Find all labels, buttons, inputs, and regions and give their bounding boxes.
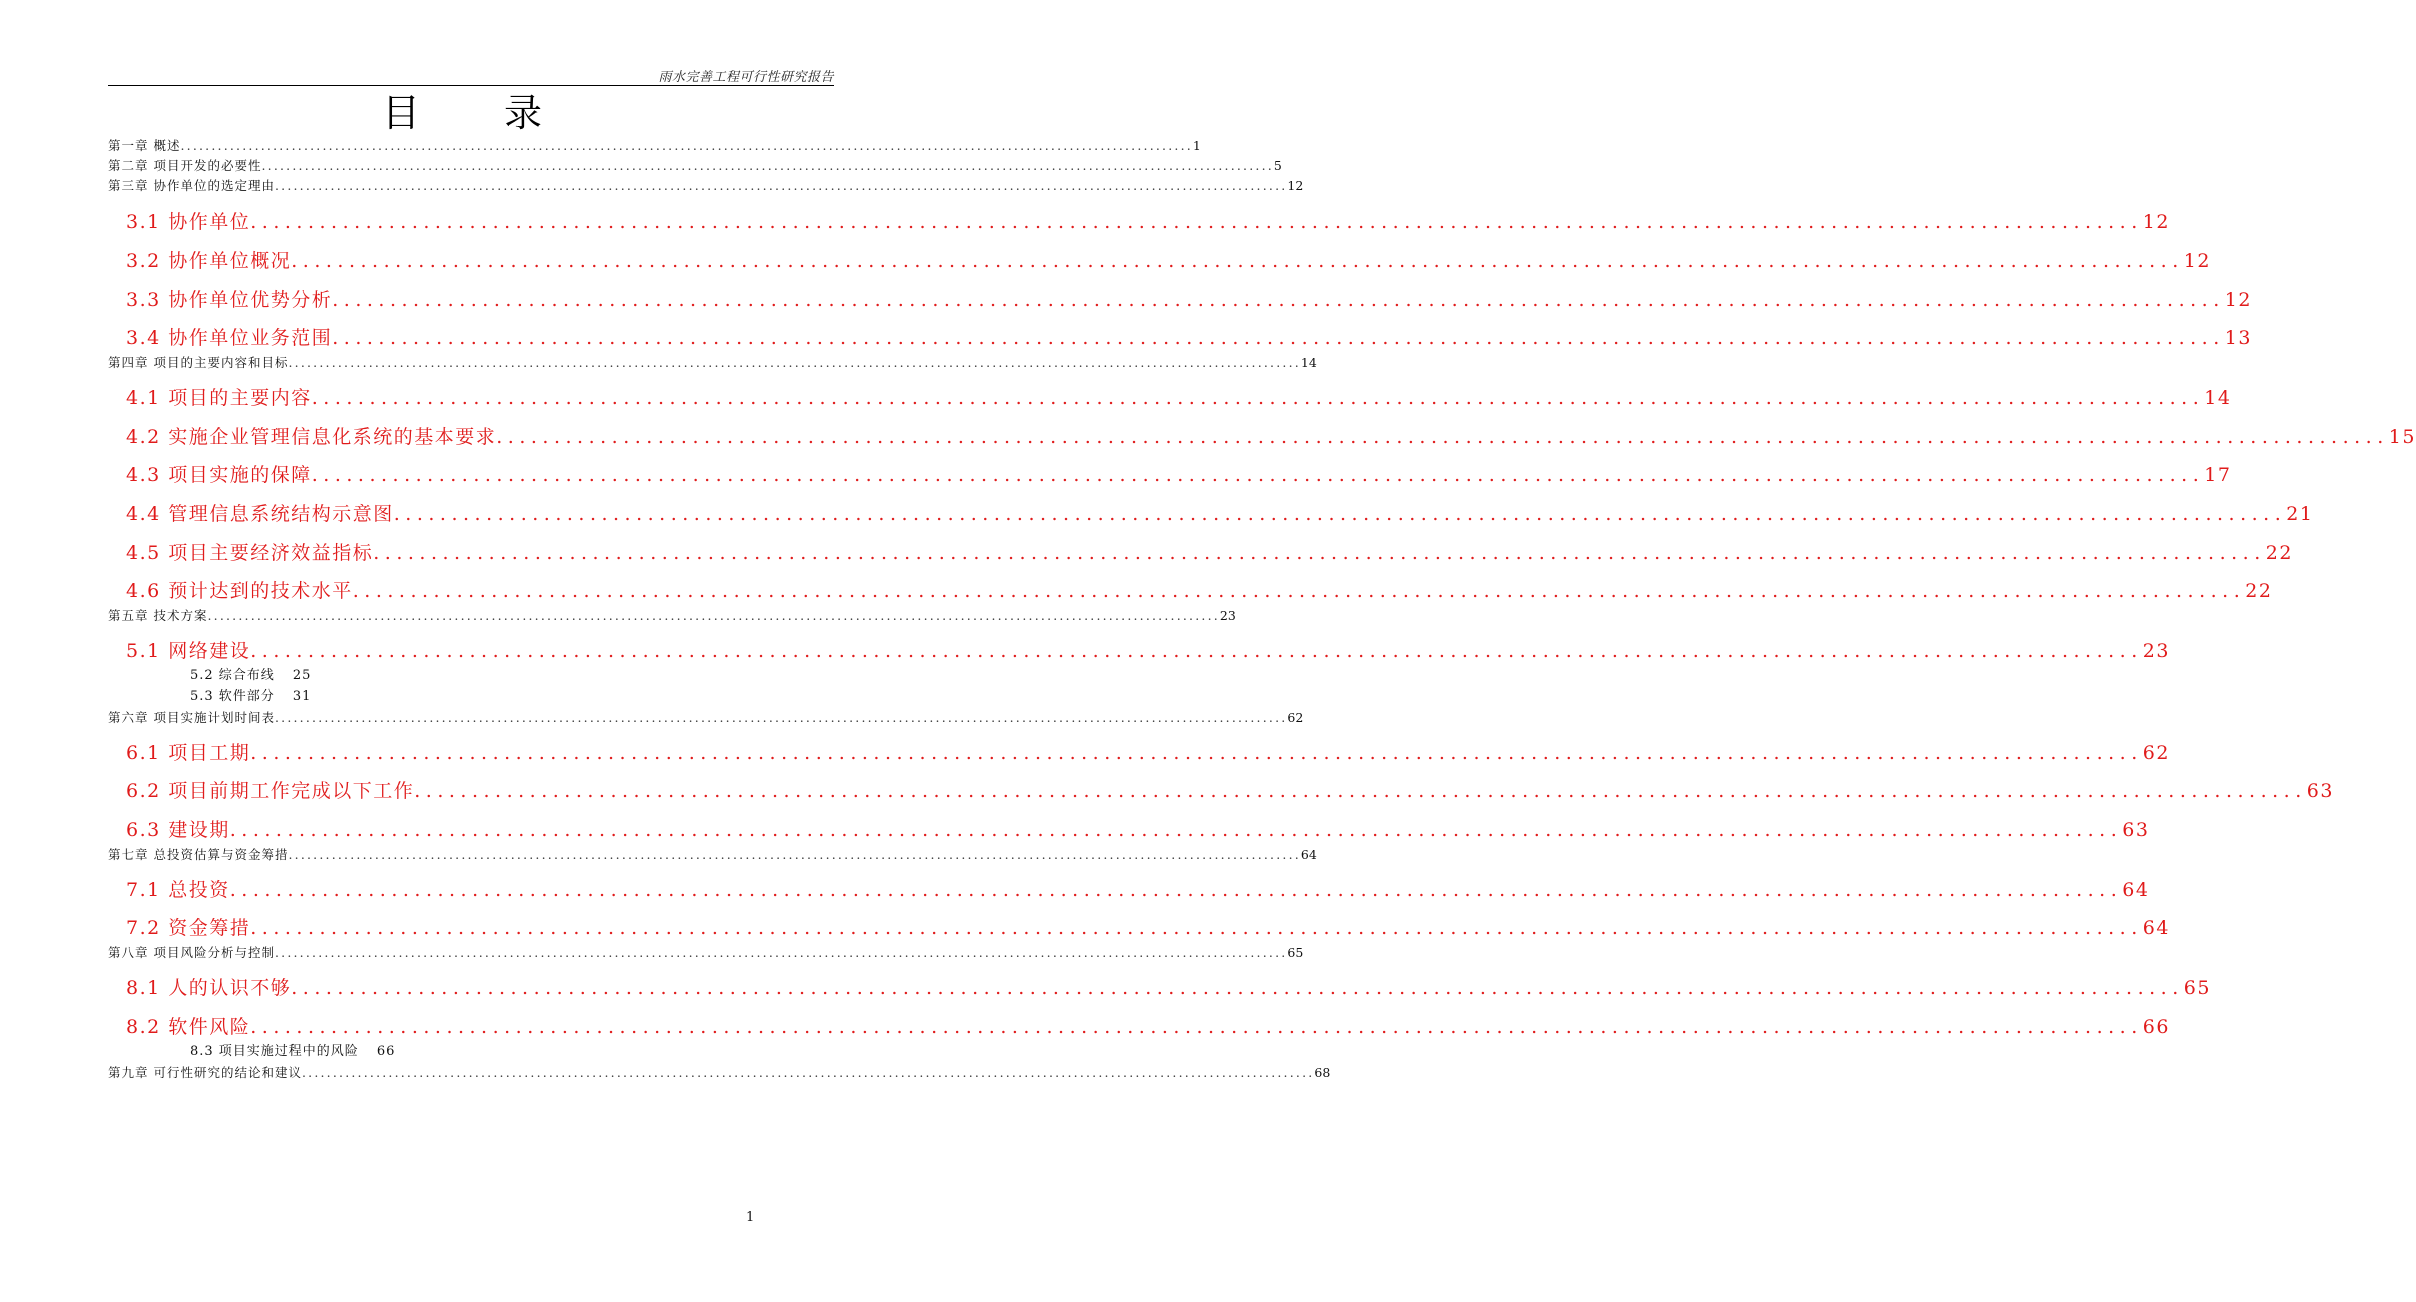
toc-entry-page: 12: [2224, 289, 2252, 311]
toc-section-entry[interactable]: [126, 499, 2314, 529]
toc-leader-dots: ....................................................................................................................................................................: [250, 1016, 2143, 1038]
toc-leader-dots: ....................................................................................................................................................................: [250, 640, 2143, 662]
toc-entry-label: 第九章 可行性研究的结论和建议: [108, 1065, 302, 1080]
toc-leader-dots: ....................................................................................................................................................................: [311, 387, 2205, 409]
toc-leader-dots: ....................................................................................................................................................................: [288, 355, 1301, 370]
toc-leader-dots: ....................................................................................................................................................................: [291, 250, 2184, 272]
toc-entry-label: 第一章 概述: [108, 138, 181, 153]
toc-entry-label: 3.2 协作单位概况: [126, 250, 292, 272]
toc-chapter-entry[interactable]: [108, 137, 1201, 155]
toc-chapter-entry[interactable]: [108, 709, 1304, 727]
toc-entry-page: 15: [2388, 426, 2416, 448]
toc-chapter-entry[interactable]: [108, 1064, 1331, 1082]
toc-leader-dots: ....................................................................................................................................................................: [496, 426, 2389, 448]
toc-section-entry[interactable]: [126, 460, 2232, 490]
toc-entry-label: 4.6 预计达到的技术水平: [126, 580, 353, 602]
toc-section-entry[interactable]: [126, 323, 2252, 353]
toc-entry-label: 第二章 项目开发的必要性: [108, 158, 262, 173]
toc-leader-dots: ....................................................................................................................................................................: [332, 289, 2225, 311]
toc-entry-label: 4.5 项目主要经济效益指标: [126, 542, 374, 564]
toc-leader-dots: ....................................................................................................................................................................: [229, 879, 2123, 901]
toc-entry-page: 25: [292, 668, 312, 683]
toc-section-entry[interactable]: [126, 913, 2170, 943]
toc-entry-page: 66: [2142, 1016, 2170, 1038]
toc-entry-page: 68: [1314, 1065, 1331, 1080]
toc-entry-label: 3.4 协作单位业务范围: [126, 327, 333, 349]
toc-entry-label: 6.2 项目前期工作完成以下工作: [126, 780, 415, 802]
toc-plain-entry[interactable]: [190, 688, 311, 706]
toc-entry-label: 5.3 软件部分: [190, 689, 275, 704]
toc-section-entry[interactable]: [126, 207, 2170, 237]
toc-chapter-entry[interactable]: [108, 944, 1304, 962]
toc-leader-dots: ....................................................................................................................................................................: [291, 977, 2184, 999]
toc-leader-dots: ....................................................................................................................................................................: [180, 138, 1193, 153]
toc-entry-page: 23: [1219, 608, 1236, 623]
toc-chapter-entry[interactable]: [108, 354, 1317, 372]
toc-leader-dots: ....................................................................................................................................................................: [250, 917, 2143, 939]
toc-entry-label: 第四章 项目的主要内容和目标: [108, 355, 289, 370]
toc-entry-page: 63: [2122, 819, 2150, 841]
toc-entry-page: 12: [2183, 250, 2211, 272]
toc-entry-label: 5.1 网络建设: [126, 640, 251, 662]
toc-section-entry[interactable]: [126, 973, 2211, 1003]
toc-leader-dots: ....................................................................................................................................................................: [274, 178, 1288, 193]
toc-leader-dots: ....................................................................................................................................................................: [311, 464, 2205, 486]
toc-entry-label: 8.3 项目实施过程中的风险: [190, 1044, 359, 1059]
toc-entry-page: 31: [292, 689, 312, 704]
toc-section-entry[interactable]: [126, 1012, 2170, 1042]
toc-section-entry[interactable]: [126, 383, 2232, 413]
toc-entry-label: 7.2 资金筹措: [126, 917, 251, 939]
toc-leader-dots: ....................................................................................................................................................................: [332, 327, 2225, 349]
toc-chapter-entry[interactable]: [108, 846, 1317, 864]
header-rule: [108, 85, 834, 86]
toc-entry-label: 3.3 协作单位优势分析: [126, 289, 333, 311]
page-number: 1: [746, 1210, 755, 1225]
toc-section-entry[interactable]: [126, 538, 2293, 568]
toc-entry-label: 5.2 综合布线: [190, 668, 275, 683]
toc-leader-dots: ....................................................................................................................................................................: [393, 503, 2287, 525]
toc-entry-page: 17: [2204, 464, 2232, 486]
running-header: 雨水完善工程可行性研究报告: [658, 70, 834, 85]
toc-entry-page: 22: [2245, 580, 2273, 602]
toc-leader-dots: ....................................................................................................................................................................: [261, 158, 1274, 173]
toc-section-entry[interactable]: [126, 246, 2211, 276]
toc-entry-page: 65: [1287, 945, 1304, 960]
toc-entry-page: 12: [2142, 211, 2170, 233]
toc-entry-page: 66: [376, 1044, 396, 1059]
toc-entry-page: 65: [2183, 977, 2211, 999]
toc-entry-label: 4.4 管理信息系统结构示意图: [126, 503, 394, 525]
toc-entry-page: 14: [1300, 355, 1317, 370]
toc-leader-dots: ....................................................................................................................................................................: [250, 742, 2143, 764]
toc-entry-label: 第五章 技术方案: [108, 608, 208, 623]
toc-entry-label: 8.2 软件风险: [126, 1016, 251, 1038]
toc-chapter-entry[interactable]: [108, 177, 1304, 195]
toc-entry-label: 第八章 项目风险分析与控制: [108, 945, 275, 960]
toc-leader-dots: ....................................................................................................................................................................: [288, 847, 1301, 862]
toc-section-entry[interactable]: [126, 576, 2273, 606]
toc-section-entry[interactable]: [126, 636, 2170, 666]
toc-entry-page: 22: [2265, 542, 2293, 564]
toc-entry-label: 第七章 总投资估算与资金筹措: [108, 847, 289, 862]
toc-entry-page: 21: [2286, 503, 2314, 525]
toc-entry-label: 第三章 协作单位的选定理由: [108, 178, 275, 193]
toc-leader-dots: ....................................................................................................................................................................: [414, 780, 2307, 802]
toc-entry-page: 62: [2142, 742, 2170, 764]
toc-leader-dots: ....................................................................................................................................................................: [373, 542, 2266, 564]
toc-entry-page: 63: [2306, 780, 2334, 802]
toc-section-entry[interactable]: [126, 285, 2252, 315]
toc-chapter-entry[interactable]: [108, 157, 1282, 175]
toc-leader-dots: ....................................................................................................................................................................: [274, 945, 1288, 960]
toc-chapter-entry[interactable]: [108, 607, 1236, 625]
toc-entry-page: 64: [2122, 879, 2150, 901]
toc-entry-label: 6.1 项目工期: [126, 742, 251, 764]
toc-entry-page: 5: [1273, 158, 1282, 173]
toc-entry-label: 6.3 建设期: [126, 819, 230, 841]
toc-entry-page: 64: [2142, 917, 2170, 939]
toc-plain-entry[interactable]: [190, 1043, 395, 1061]
toc-section-entry[interactable]: [126, 422, 2416, 452]
toc-entry-page: 13: [2224, 327, 2252, 349]
toc-entry-label: 3.1 协作单位: [126, 211, 251, 233]
toc-leader-dots: ....................................................................................................................................................................: [229, 819, 2123, 841]
toc-entry-page: 1: [1192, 138, 1201, 153]
toc-entry-label: 第六章 项目实施计划时间表: [108, 710, 275, 725]
toc-leader-dots: ....................................................................................................................................................................: [274, 710, 1288, 725]
toc-entry-page: 14: [2204, 387, 2232, 409]
toc-entry-label: 4.2 实施企业管理信息化系统的基本要求: [126, 426, 497, 448]
toc-leader-dots: ....................................................................................................................................................................: [301, 1065, 1315, 1080]
toc-leader-dots: ....................................................................................................................................................................: [250, 211, 2143, 233]
toc-section-entry[interactable]: [126, 738, 2170, 768]
toc-leader-dots: ....................................................................................................................................................................: [207, 608, 1220, 623]
toc-section-entry[interactable]: [126, 776, 2334, 806]
toc-section-entry[interactable]: [126, 875, 2150, 905]
toc-plain-entry[interactable]: [190, 667, 311, 685]
toc-entry-page: 64: [1300, 847, 1317, 862]
toc-entry-page: 23: [2142, 640, 2170, 662]
toc-entry-label: 4.3 项目实施的保障: [126, 464, 312, 486]
toc-entry-label: 4.1 项目的主要内容: [126, 387, 312, 409]
toc-leader-dots: ....................................................................................................................................................................: [352, 580, 2246, 602]
toc-entry-label: 7.1 总投资: [126, 879, 230, 901]
toc-entry-page: 62: [1287, 710, 1304, 725]
toc-entry-label: 8.1 人的认识不够: [126, 977, 292, 999]
page-title: 目 录: [381, 91, 579, 135]
toc-entry-page: 12: [1287, 178, 1304, 193]
toc-section-entry[interactable]: [126, 815, 2150, 845]
